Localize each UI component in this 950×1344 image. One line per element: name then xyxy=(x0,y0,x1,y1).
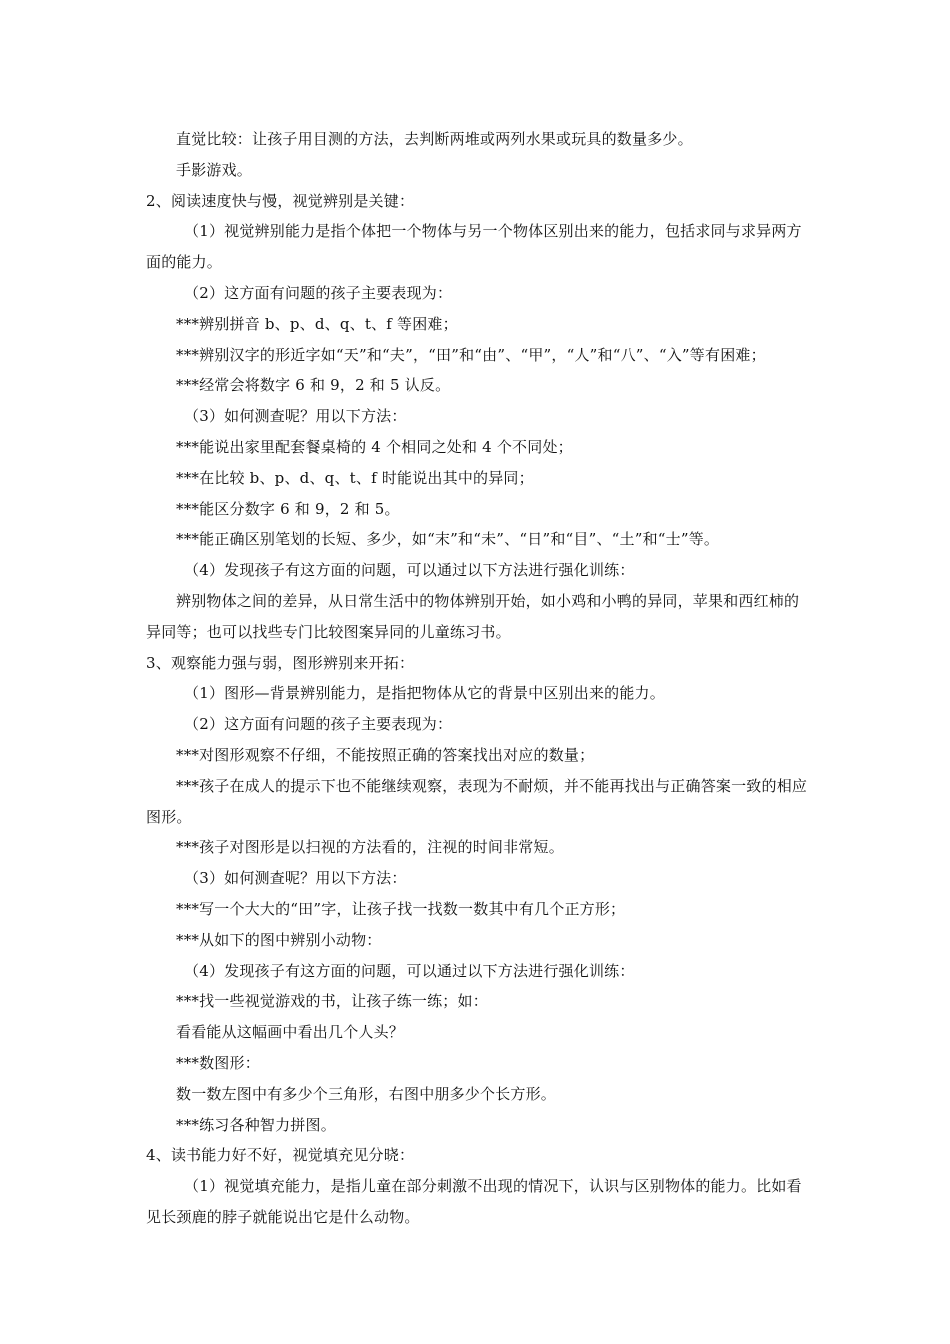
paragraph-count-triangles: 数一数左图中有多少个三角形，右图中朋多少个长方形。 xyxy=(176,1084,557,1103)
paragraph-3-1: （1）图形—背景辨别能力，是指把物体从它的背景中区别出来的能力。 xyxy=(184,684,665,703)
bullet-digits: ***经常会将数字 6 和 9，2 和 5 认反。 xyxy=(176,376,451,395)
paragraph-training-2: 辨别物体之间的差异，从日常生活中的物体辨别开始，如小鸡和小鸭的异同，苹果和西红柿的异同等；也可以找些专门比较图案异同的儿童练习书。 xyxy=(146,591,800,641)
bullet-scan: ***孩子对图形是以扫视的方法看的，注视的时间非常短。 xyxy=(176,838,564,857)
paragraph-visual-comparison: 直觉比较：让孩子用目测的方法，去判断两堆或两列水果或玩具的数量多少。 xyxy=(176,130,693,148)
paragraph-4-1: （1）视觉填充能力，是指儿童在部分刺激不出现的情况下，认识与区别物体的能力。比如看见长颈鹿的脖子就能说出它是什么动物。 xyxy=(146,1177,802,1226)
paragraph-2-4: （4）发现孩子有这方面的问题，可以通过以下方法进行强化训练： xyxy=(184,561,635,580)
section-heading-4: 4、读书能力好不好，视觉填充见分晓： xyxy=(146,1146,415,1165)
paragraph-3-2: （2）这方面有问题的孩子主要表现为： xyxy=(184,715,453,734)
paragraph-3-3: （3）如何测查呢？用以下方法： xyxy=(184,869,407,888)
bullet-characters: ***辨别汉字的形近字如“天”和“夫”，“田”和“由”、“甲”，“人”和“八”、“入”等有困难； xyxy=(176,345,766,364)
paragraph-2-3: （3）如何测查呢？用以下方法： xyxy=(184,407,407,426)
paragraph-2-2: （2）这方面有问题的孩子主要表现为： xyxy=(184,283,453,302)
paragraph-shadow-game: 手影游戏。 xyxy=(176,160,253,179)
document-body xyxy=(146,124,810,1233)
paragraph-2-1: （1）视觉辨别能力是指个体把一个物体与另一个物体区别出来的能力，包括求同与求异两方面的能力。 xyxy=(146,222,802,272)
paragraph-3-4: （4）发现孩子有这方面的问题，可以通过以下方法进行强化训练： xyxy=(184,961,635,980)
bullet-puzzles: ***练习各种智力拼图。 xyxy=(176,1115,336,1134)
bullet-careless-observation: ***对图形观察不仔细，不能按照正确的答案找出对应的数量； xyxy=(176,745,595,764)
bullet-tian-squares: ***写一个大大的“田”字，让孩子找一找数一数其中有几个正方形； xyxy=(176,899,626,918)
section-heading-2: 2、阅读速度快与慢，视觉辨别是关键： xyxy=(146,191,415,210)
section-heading-3: 3、观察能力强与弱，图形辨别来开拓： xyxy=(146,653,415,672)
bullet-compare-letters: ***在比较 b、p、d、q、t、f 时能说出其中的异同； xyxy=(176,468,534,487)
paragraph-count-heads: 看看能从这幅画中看出几个人头？ xyxy=(176,1023,405,1042)
bullet-find-animals: ***从如下的图中辨别小动物： xyxy=(176,930,382,949)
bullet-count-shapes: ***数图形： xyxy=(176,1053,260,1072)
bullet-impatient: ***孩子在成人的提示下也不能继续观察，表现为不耐烦，并不能再找出与正确答案一致的相应图形。 xyxy=(146,776,808,826)
bullet-visual-games: ***找一些视觉游戏的书，让孩子练一练；如： xyxy=(176,992,488,1011)
bullet-table-chairs: ***能说出家里配套餐桌椅的 4 个相同之处和 4 个不同处； xyxy=(176,437,573,456)
bullet-distinguish-digits: ***能区分数字 6 和 9，2 和 5。 xyxy=(176,499,400,518)
bullet-pinyin: ***辨别拼音 b、p、d、q、t、f 等困难； xyxy=(176,314,458,333)
bullet-strokes: ***能正确区别笔划的长短、多少，如“末”和“未”、“日”和“目”、“土”和“士”等。 xyxy=(176,530,720,549)
